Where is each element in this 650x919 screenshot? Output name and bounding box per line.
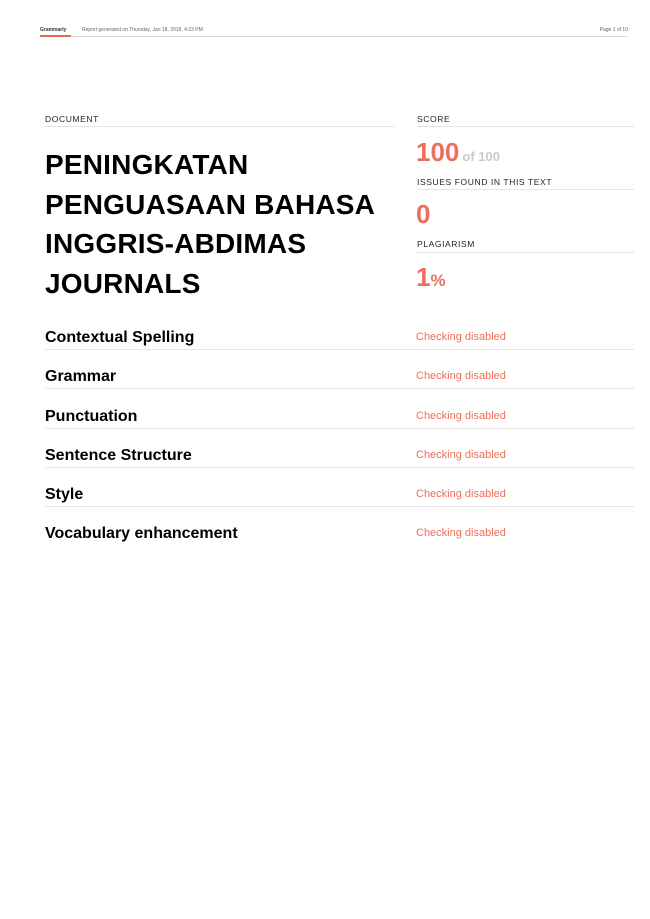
score-of-total: of 100 — [462, 149, 500, 164]
score-label: SCORE — [417, 114, 451, 124]
plagiarism-unit: % — [430, 271, 446, 290]
issues-value: 0 — [416, 199, 431, 229]
category-divider — [45, 506, 634, 507]
category-row-punctuation — [45, 408, 634, 428]
document-title: PENINGKATAN PENGUASAAN BAHASA INGGRIS-ABDIMAS JOURNALS — [45, 149, 375, 299]
category-divider — [45, 388, 634, 389]
plagiarism-value: 1 — [416, 262, 431, 292]
plagiarism-value-block — [416, 262, 446, 296]
category-status: Checking disabled — [416, 527, 506, 539]
plagiarism-label: PLAGIARISM — [417, 239, 475, 249]
page-number: Page 1 of 10 — [599, 27, 628, 33]
category-divider — [45, 467, 634, 468]
plagiarism-divider — [417, 252, 634, 253]
document-divider — [45, 126, 395, 127]
brand-logo: Grammarly — [40, 27, 67, 33]
category-row-style — [45, 486, 634, 506]
category-name: Vocabulary enhancement — [45, 525, 238, 542]
category-status: Checking disabled — [416, 331, 506, 343]
category-name: Grammar — [45, 368, 117, 385]
category-name: Style — [45, 486, 84, 503]
category-name: Sentence Structure — [45, 447, 192, 464]
category-status: Checking disabled — [416, 370, 506, 382]
category-row-vocabulary-enhancement — [45, 525, 634, 545]
issues-label: ISSUES FOUND IN THIS TEXT — [417, 177, 553, 187]
score-value-block — [416, 137, 500, 172]
category-divider — [45, 428, 634, 429]
category-row-grammar — [45, 368, 634, 388]
category-name: Punctuation — [45, 408, 138, 425]
category-status: Checking disabled — [416, 488, 506, 500]
brand-underline — [40, 35, 71, 37]
category-name: Contextual Spelling — [45, 329, 195, 346]
category-row-sentence-structure — [45, 447, 634, 467]
category-row-contextual-spelling — [45, 329, 634, 349]
report-generated-text: Report generated on Thursday, Jan 18, 2018, 4:23 PM — [82, 27, 203, 33]
issues-divider — [417, 189, 634, 190]
score-divider — [417, 126, 634, 127]
category-divider — [45, 349, 634, 350]
score-value: 100 — [416, 137, 460, 167]
document-label: DOCUMENT — [45, 114, 99, 124]
page-header — [40, 26, 628, 37]
category-status: Checking disabled — [416, 449, 506, 461]
category-status: Checking disabled — [416, 410, 506, 422]
